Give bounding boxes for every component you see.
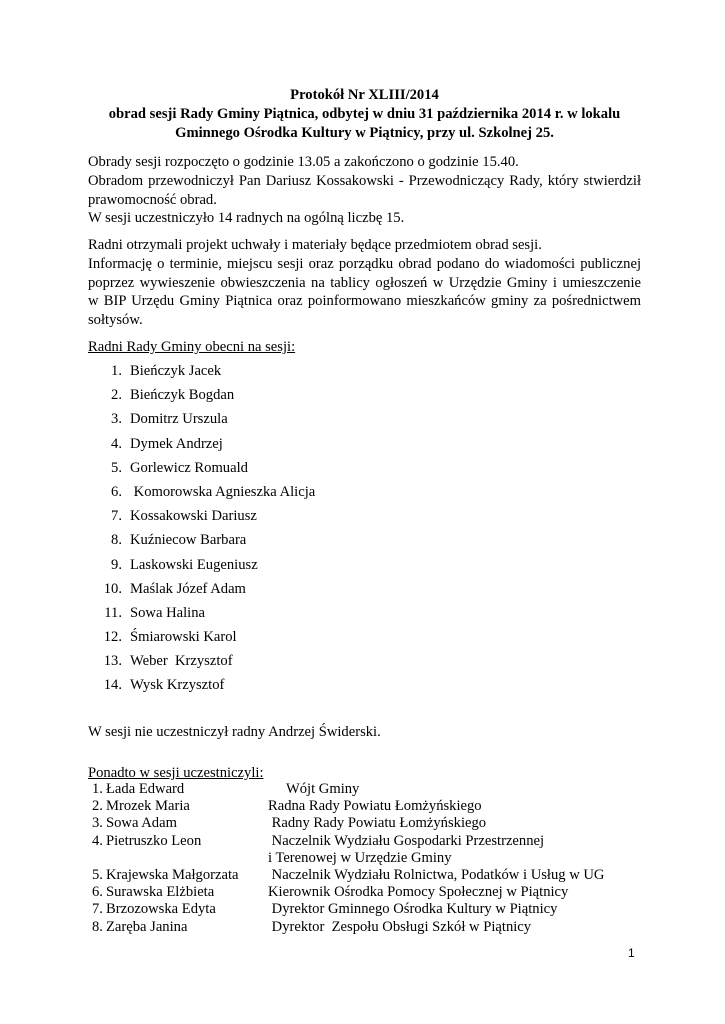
guest-row: 3. Sowa Adam Radny Rady Powiatu Łomżyńskiego [92,815,487,832]
notice-line-4: w BIP Urzędu Gminy Piątnica oraz poinformowano mieszkańców gminy za pośrednictwem [88,293,641,310]
intro-line-2: Obradom przewodniczył Pan Dariusz Kossakowski - Przewodniczący Rady, który stwierdził [88,172,641,189]
intro-line-1: Obrady sesji rozpoczęto o godzinie 13.05 a zakończono o godzinie 15.40. [88,154,519,170]
notice-line-3: poprzez wywieszenie obwieszczenia na tablicy ogłoszeń w Urzędzie Gminy i umieszczenie [88,274,641,291]
guest-row: 4. Pietruszko Leon Naczelnik Wydziału Gospodarki Przestrzennej [92,832,545,849]
intro-line-4: W sesji uczestniczyło 14 radnych na ogólną liczbę 15. [88,210,405,227]
absent-note: W sesji nie uczestniczył radny Andrzej Świderski. [88,724,381,740]
page-number: 1 [628,946,635,960]
notice-line-2: Informację o terminie, miejscu sesji oraz porządku obrad podano do wiadomości publicznej [88,255,641,272]
guest-row: 5. Krajewska Małgorzata Naczelnik Wydziału Rolnictwa, Podatków i Usług w UG [92,866,605,883]
guest-row: 8. Zaręba Janina Dyrektor Zespołu Obsługi Szkół w Piątnicy [92,918,532,935]
protocol-title: Protokół Nr XLIII/2014 [290,87,439,103]
guest-row: 1. Łada Edward Wójt Gminy [92,781,360,797]
notice-line-5: sołtysów. [88,312,143,329]
session-location: Gminnego Ośrodka Kultury w Piątnicy, przy ul. Szkolnej 25. [175,125,554,141]
guest-row: 2. Mrozek Maria Radna Rady Powiatu Łomżyńskiego [92,798,482,815]
guest-row: 6. Surawska Elżbieta Kierownik Ośrodka Pomocy Społecznej w Piątnicy [92,884,569,901]
guests-list [88,781,648,936]
session-description: obrad sesji Rady Gminy Piątnica, odbytej w dniu 31 października 2014 r. w lokalu [108,106,621,122]
intro-line-3: prawomocność obrad. [88,191,217,208]
document-page: Protokół Nr XLIII/2014 obrad sesji Rady Gminy Piątnica, odbytej w dniu 31 października 2014 r. w lokalu Gminnego Ośrodka Kultury w Piątnicy, przy ul. Szkolnej 25. Obrady sesji rozpoczęto o godzinie 13.05 a zakończono o godzinie 15.40. Obradom przewodniczył Pan Dariusz Kossakowski - Przewodniczący Rady, który stwierdził prawomocność obrad. W sesji uczestniczyło 14 radnych na ogólną liczbę 15. Radni otrzymali projekt uchwały i materiały będące przedmiotem obrad sesji. Informację o terminie, miejscu sesji oraz porządku obrad podano do wiadomości publicznej poprzez wywieszenie obwieszczenia na tablicy ogłoszeń w Urzędzie Gminy i umieszczenie w BIP Urzędu Gminy Piątnica oraz poinformowano mieszkańców gminy za pośrednictwem sołtysów. Radni Rady Gminy obecni na sesji: 1. Bieńczyk Jacek 2. Bieńczyk Bogdan 3. Domitrz Urszula 4. Dymek Andrzej 5. Gorlewicz Romuald 6. Komorowska Agnieszka Alicja 7. Kossakowski Dariusz 8. Kuźniecow Barbara 9. Laskowski Eugeniusz 10. Maślak Józef Adam 11. Sowa Halina 12. Śmiarowski Karol 13. Weber Krzysztof 14. Wysk Krzysztof W sesji nie uczestniczył radny Andrzej Świderski. Ponadto w sesji uczestniczyli: 1. Łada Edward Wójt Gminy 2. Mrozek Maria Radna Rady Powiatu Łomżyńskiego 3. Sowa Adam Radny Rady Powiatu Łomżyńskiego 4. Pietruszko Leon Naczelnik Wydziału Gospodarki Przestrzennej i Terenowej w Urzędzie Gminy 5. Krajewska Małgorzata Naczelnik Wydziału Rolnictwa, Podatków i Usług w UG 6. Surawska Elżbieta Kierownik Ośrodka Pomocy Społecznej w Piątnicy 7. Brzozowska Edyta Dyrektor Gminnego Ośrodka Kultury w Piątnicy 8. Zaręba Janina Dyrektor Zespołu Obsługi Szkół w Piątnicy 1 [0,0,725,1024]
notice-line-1: Radni otrzymali projekt uchwały i materiały będące przedmiotem obrad sesji. [88,237,542,253]
councillors-heading: Radni Rady Gminy obecni na sesji: [88,339,296,355]
intro-paragraph [88,153,641,228]
guests-heading: Ponadto w sesji uczestniczyli: [88,765,264,781]
notice-paragraph [88,236,641,330]
guest-row: 7. Brzozowska Edyta Dyrektor Gminnego Ośrodka Kultury w Piątnicy [92,901,558,918]
guest-row-continuation: i Terenowej w Urzędzie Gminy [268,849,452,866]
